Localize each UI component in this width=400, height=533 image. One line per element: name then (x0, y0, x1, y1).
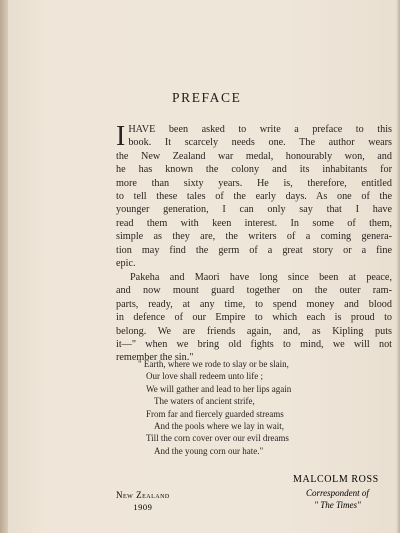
author-role (306, 488, 369, 511)
text-line: simple as they are, the writers of a coming genera- (116, 231, 392, 243)
poem-line: " Earth, where we rode to slay or be slain, (138, 359, 289, 369)
preface-paragraph-1 (116, 123, 392, 270)
poem-line: We will gather and lead to her lips again (146, 383, 292, 394)
text-line: and now mount guard together on the outer ram- (116, 285, 392, 297)
preface-paragraph-2 (116, 271, 392, 365)
text-line: HAVE been asked to write a preface to this (128, 124, 392, 135)
place-and-date (116, 490, 170, 513)
poem-line: The waters of ancient strife, (154, 396, 255, 407)
author-role-line: " The Times" (314, 499, 361, 510)
text-line: younger generation, I can only say that I have (116, 204, 392, 216)
poem-line: Till the corn cover over our evil dreams (146, 433, 289, 444)
text-line: book. It scarcely needs one. The author wears (128, 137, 392, 149)
text-line: to tell these tales of the early days. As one of the (116, 191, 392, 203)
author-signature: MALCOLM ROSS (293, 474, 379, 485)
page-gutter (0, 0, 8, 533)
page-title: PREFACE (172, 90, 242, 105)
text-line: Pakeha and Maori have long since been at peace, (130, 272, 392, 283)
page-edge (396, 0, 400, 533)
poem-line: From far and fiercely guarded streams (146, 408, 284, 419)
text-line: read them with keen interest. In some of them, (116, 217, 392, 229)
poem-line: Our love shall redeem unto life ; (146, 371, 263, 382)
text-line: remember the sin." (116, 352, 194, 364)
poem-line: And the young corn our hate." (154, 445, 264, 456)
text-line: he has known the colony and its inhabitants for (116, 164, 392, 176)
text-line: in defence of our Empire to which each is proud to (116, 312, 392, 324)
place-name: New Zealand (116, 490, 170, 500)
text-line: tion may find the germ of a great story or a fine (116, 244, 392, 256)
text-line: the New Zealand war medal, honourably won, and (116, 150, 392, 162)
year: 1909 (133, 501, 153, 512)
author-role-line: Correspondent of (306, 488, 369, 498)
text-line: epic. (116, 258, 136, 270)
text-line: parts, ready, at any time, to spend money and blood (116, 298, 392, 310)
kipling-quote (138, 358, 388, 457)
drop-cap: I (116, 121, 126, 152)
text-line: more than sixty years. He is, therefore, entitled (116, 177, 392, 189)
text-line: belong. We are friends again, and, as Kipling puts (116, 325, 392, 337)
poem-line: And the pools where we lay in wait, (154, 421, 284, 432)
text-line: it—" when we bring old fights to mind, we will not (116, 339, 392, 351)
